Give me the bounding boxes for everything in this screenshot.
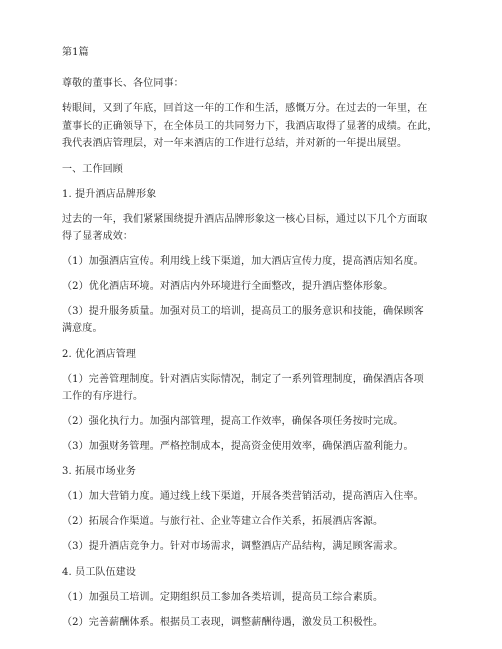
chapter-heading: 一、工作回顾 (62, 164, 123, 175)
paragraph-line: 转眼间，又到了年底，回首这一年的工作和生活，感慨万分。在过去的一年里，在 (62, 103, 428, 114)
subheading: 2. 优化酒店管理 (62, 349, 137, 360)
list-item: （3）加强财务管理。严格控制成本，提高资金使用效率，确保酒店盈利能力。 (62, 441, 414, 452)
section-heading: 第1篇 (62, 47, 89, 58)
salutation: 尊敬的董事长、各位同事： (62, 78, 184, 89)
list-item: （2）拓展合作渠道。与旅行社、企业等建立合作关系，拓展酒店客源。 (62, 516, 384, 527)
list-item: （2）强化执行力。加强内部管理，提高工作效率，确保各项任务按时完成。 (62, 416, 404, 427)
list-item: （1）完善管理制度。针对酒店实际情况，制定了一系列管理制度，确保酒店各项 (62, 374, 424, 385)
subheading: 3. 拓展市场业务 (62, 466, 137, 477)
list-item: （2）优化酒店环境。对酒店内外环境进行全面整改，提升酒店整体形象。 (62, 281, 394, 292)
list-item: （2）完善薪酬体系。根据员工表现，调整薪酬待遇，激发员工积极性。 (62, 617, 384, 628)
paragraph-line: 我代表酒店管理层，对一年来酒店的工作进行总结，并对新的一年提出展望。 (62, 138, 408, 149)
list-item: （3）提升服务质量。加强对员工的培训，提高员工的服务意识和技能，确保顾客 (62, 306, 424, 317)
subheading: 4. 员工队伍建设 (62, 567, 137, 578)
list-item: （3）提升酒店竞争力。针对市场需求，调整酒店产品结构，满足顾客需求。 (62, 541, 404, 552)
subheading: 1. 提升酒店品牌形象 (62, 189, 157, 200)
list-item: （1）加大营销力度。通过线上线下渠道，开展各类营销活动，提高酒店入住率。 (62, 491, 424, 502)
list-item-continued: 工作的有序进行。 (62, 391, 144, 402)
list-item: （1）加强员工培训。定期组织员工参加各类培训，提高员工综合素质。 (62, 592, 384, 603)
list-item-continued: 满意度。 (62, 323, 103, 334)
paragraph-line: 董事长的正确领导下，在全体员工的共同努力下，我酒店取得了显著的成绩。在此， (62, 121, 438, 132)
paragraph-line: 过去的一年，我们紧紧围绕提升酒店品牌形象这一核心目标，通过以下几个方面取 (62, 214, 428, 225)
paragraph-line: 得了显著成效： (62, 231, 134, 242)
list-item: （1）加强酒店宣传。利用线上线下渠道，加大酒店宣传力度，提高酒店知名度。 (62, 256, 424, 267)
